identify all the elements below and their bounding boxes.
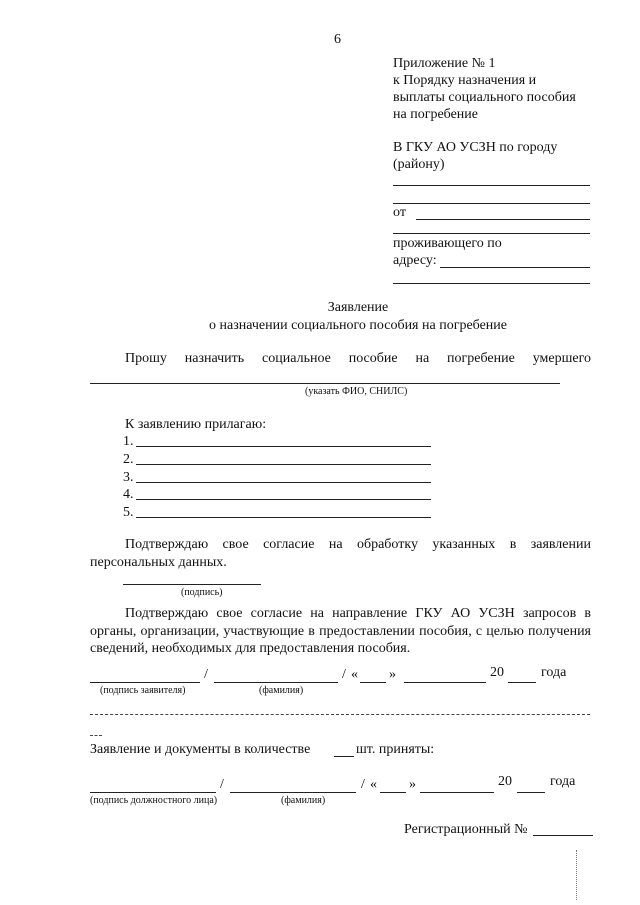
attachments-heading: К заявлению прилагаю: <box>125 417 267 432</box>
official-year-suffix: года <box>550 774 576 789</box>
attachment-blank-5[interactable] <box>136 517 431 518</box>
consent1-line-2: персональных данных. <box>90 555 227 570</box>
applicant-year-prefix: 20 <box>490 665 504 680</box>
registration-number-blank[interactable] <box>533 835 593 836</box>
addressee-blank-3[interactable] <box>393 233 590 234</box>
address-blank-1[interactable] <box>440 267 590 268</box>
attachment-blank-2[interactable] <box>136 464 431 465</box>
document-title: Заявление <box>327 300 389 315</box>
attachment-number-4: 4. <box>123 487 134 502</box>
received-text-after: шт. приняты: <box>356 742 435 757</box>
attachment-number-2: 2. <box>123 452 134 467</box>
attachment-number-5: 5. <box>123 505 134 520</box>
official-year-prefix: 20 <box>498 774 512 789</box>
attachment-blank-3[interactable] <box>136 482 431 483</box>
official-year-blank[interactable] <box>517 792 545 793</box>
consent2-line-2: органы, организации, участвующие в предоставлении пособия, с целью получения <box>90 624 591 639</box>
from-blank[interactable] <box>416 219 590 220</box>
consent1-signature-hint: (подпись) <box>181 587 223 598</box>
official-signature-hint: (подпись должностного лица) <box>90 795 218 806</box>
request-hint: (указать ФИО, СНИЛС) <box>305 386 408 397</box>
residing-line-2: адресу: <box>393 253 437 268</box>
applicant-surname-blank[interactable] <box>214 682 338 683</box>
scan-artifact <box>576 850 577 900</box>
official-surname-hint: (фамилия) <box>281 795 326 806</box>
attachment-number-3: 3. <box>123 470 134 485</box>
official-signature-blank[interactable] <box>90 792 216 793</box>
attachment-blank-1[interactable] <box>136 446 431 447</box>
cut-line-stub <box>90 735 102 736</box>
official-quote-open: « <box>370 777 377 792</box>
consent1-line-1: Подтверждаю свое согласие на обработку указанных в заявлении <box>125 537 591 552</box>
appendix-line-1: Приложение № 1 <box>393 56 496 71</box>
consent1-signature-blank[interactable] <box>123 584 261 585</box>
official-slash: / <box>220 777 224 792</box>
applicant-month-blank[interactable] <box>404 682 486 683</box>
attachment-number-1: 1. <box>123 434 134 449</box>
from-label: от <box>393 205 406 220</box>
applicant-signature-blank[interactable] <box>90 682 200 683</box>
address-blank-2[interactable] <box>393 283 590 284</box>
applicant-quote-open: « <box>351 667 358 682</box>
applicant-year-suffix: года <box>541 665 567 680</box>
official-surname-blank[interactable] <box>230 792 356 793</box>
appendix-line-4: на погребение <box>393 107 479 122</box>
official-day-blank[interactable] <box>380 792 406 793</box>
official-month-blank[interactable] <box>420 792 494 793</box>
registration-label: Регистрационный № <box>404 822 528 837</box>
applicant-day-blank[interactable] <box>360 682 386 683</box>
appendix-line-3: выплаты социального пособия <box>393 90 576 105</box>
request-text: Прошу назначить социальное пособие на погребение умершего <box>125 351 591 366</box>
addressee-blank-1[interactable] <box>393 185 590 186</box>
applicant-quote-close: » <box>389 667 396 682</box>
applicant-slash-2: / <box>342 667 346 682</box>
official-slash-2: / <box>361 777 365 792</box>
official-quote-close: » <box>409 777 416 792</box>
deceased-info-blank[interactable] <box>90 383 560 384</box>
document-subtitle: о назначении социального пособия на погребение <box>208 318 508 333</box>
appendix-line-2: к Порядку назначения и <box>393 73 537 88</box>
applicant-year-blank[interactable] <box>508 682 536 683</box>
applicant-surname-hint: (фамилия) <box>259 685 304 696</box>
addressee-line-1: В ГКУ АО УСЗН по городу <box>393 140 558 155</box>
consent2-line-1: Подтверждаю свое согласие на направление ГКУ АО УСЗН запросов в <box>125 606 591 621</box>
consent2-line-3: сведений, необходимых для предоставления пособия. <box>90 641 411 656</box>
addressee-line-2: (району) <box>393 157 445 172</box>
page-number: 6 <box>334 32 341 47</box>
residing-line-1: проживающего по <box>393 236 502 251</box>
received-text-before: Заявление и документы в количестве <box>90 742 311 757</box>
cut-line <box>90 714 590 715</box>
applicant-signature-hint: (подпись заявителя) <box>100 685 186 696</box>
received-count-blank[interactable] <box>334 756 354 757</box>
attachment-blank-4[interactable] <box>136 499 431 500</box>
applicant-slash: / <box>204 667 208 682</box>
addressee-blank-2[interactable] <box>393 203 590 204</box>
